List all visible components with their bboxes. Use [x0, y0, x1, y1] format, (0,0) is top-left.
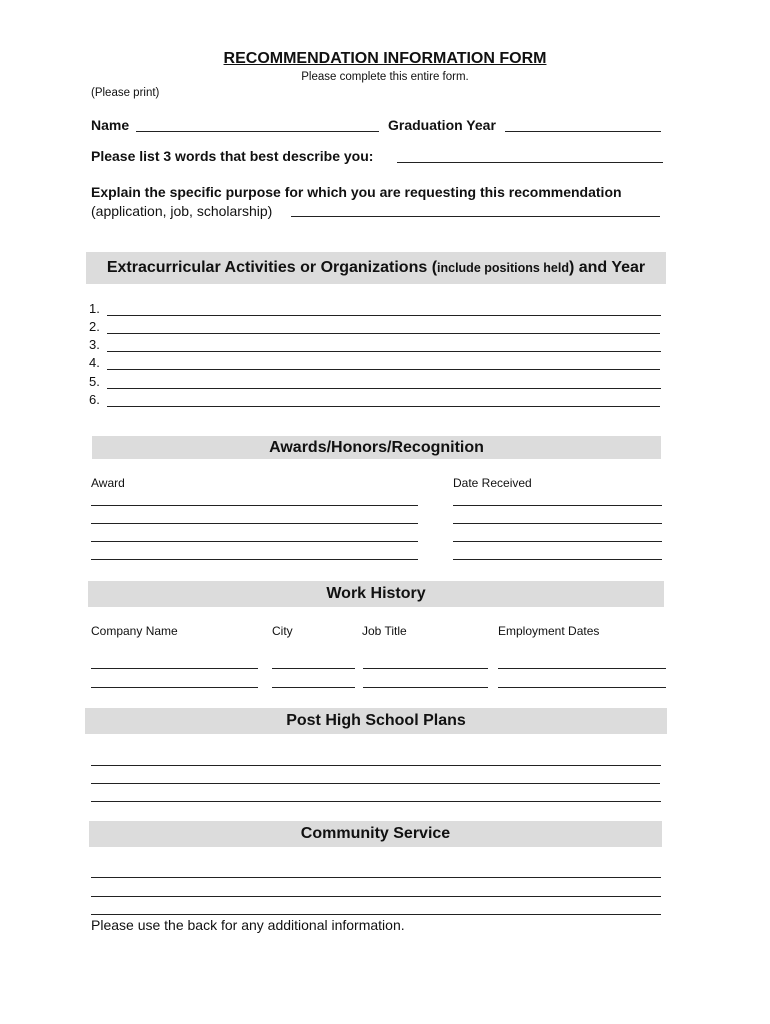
- activity-number: 5.: [89, 374, 100, 389]
- date-received-line[interactable]: [453, 505, 662, 506]
- job-title-line[interactable]: [363, 668, 488, 669]
- date-received-line[interactable]: [453, 541, 662, 542]
- purpose-field[interactable]: [291, 216, 660, 217]
- extracurricular-heading-main: Extracurricular Activities or Organizations (: [106, 259, 438, 276]
- extracurricular-heading-small: include positions held: [437, 261, 569, 275]
- plans-line[interactable]: [91, 801, 661, 802]
- date-received-column-label: Date Received: [453, 476, 532, 490]
- three-words-field[interactable]: [397, 162, 663, 163]
- activity-line[interactable]: [107, 369, 660, 370]
- activity-line[interactable]: [107, 406, 660, 407]
- community-service-heading: Community Service: [89, 821, 662, 847]
- award-column-label: Award: [91, 476, 125, 490]
- company-name-line[interactable]: [91, 668, 258, 669]
- extracurricular-heading: [86, 252, 666, 284]
- post-high-school-plans-heading: Post High School Plans: [85, 708, 667, 734]
- company-name-column-label: Company Name: [91, 624, 178, 638]
- plans-line[interactable]: [91, 783, 660, 784]
- activity-number: 6.: [89, 392, 100, 407]
- employment-dates-line[interactable]: [498, 668, 666, 669]
- purpose-label: Explain the specific purpose for which you are requesting this recommendation: [91, 184, 622, 200]
- activity-line[interactable]: [107, 333, 660, 334]
- award-line[interactable]: [91, 541, 418, 542]
- graduation-year-label: Graduation Year: [388, 117, 496, 133]
- purpose-sub-label: (application, job, scholarship): [91, 203, 273, 219]
- form-subtitle: Please complete this entire form.: [301, 71, 469, 83]
- activity-line[interactable]: [107, 351, 661, 352]
- footer-note: Please use the back for any additional information.: [91, 917, 405, 933]
- awards-heading: Awards/Honors/Recognition: [92, 436, 661, 459]
- date-received-line[interactable]: [453, 523, 662, 524]
- employment-dates-line[interactable]: [498, 687, 666, 688]
- plans-line[interactable]: [91, 765, 661, 766]
- job-title-column-label: Job Title: [362, 624, 407, 638]
- activity-number: 4.: [89, 355, 100, 370]
- company-name-line[interactable]: [91, 687, 258, 688]
- name-field[interactable]: [136, 131, 379, 132]
- activity-line[interactable]: [107, 315, 661, 316]
- job-title-line[interactable]: [363, 687, 488, 688]
- employment-dates-column-label: Employment Dates: [498, 624, 600, 638]
- award-line[interactable]: [91, 559, 418, 560]
- community-service-line[interactable]: [91, 914, 661, 915]
- city-line[interactable]: [272, 687, 355, 688]
- city-column-label: City: [272, 624, 293, 638]
- work-history-heading: Work History: [88, 581, 664, 607]
- graduation-year-field[interactable]: [505, 131, 661, 132]
- activity-line[interactable]: [107, 388, 661, 389]
- extracurricular-heading-end: ) and Year: [568, 259, 646, 276]
- community-service-line[interactable]: [91, 877, 661, 878]
- activity-number: 3.: [89, 337, 100, 352]
- form-title: RECOMMENDATION INFORMATION FORM: [223, 50, 547, 67]
- activity-number: 1.: [89, 301, 100, 316]
- name-label: Name: [91, 117, 130, 133]
- three-words-label: Please list 3 words that best describe you:: [91, 148, 374, 164]
- city-line[interactable]: [272, 668, 355, 669]
- community-service-line[interactable]: [91, 896, 661, 897]
- date-received-line[interactable]: [453, 559, 662, 560]
- activity-number: 2.: [89, 319, 100, 334]
- award-line[interactable]: [91, 523, 418, 524]
- award-line[interactable]: [91, 505, 418, 506]
- print-note: (Please print): [91, 87, 160, 99]
